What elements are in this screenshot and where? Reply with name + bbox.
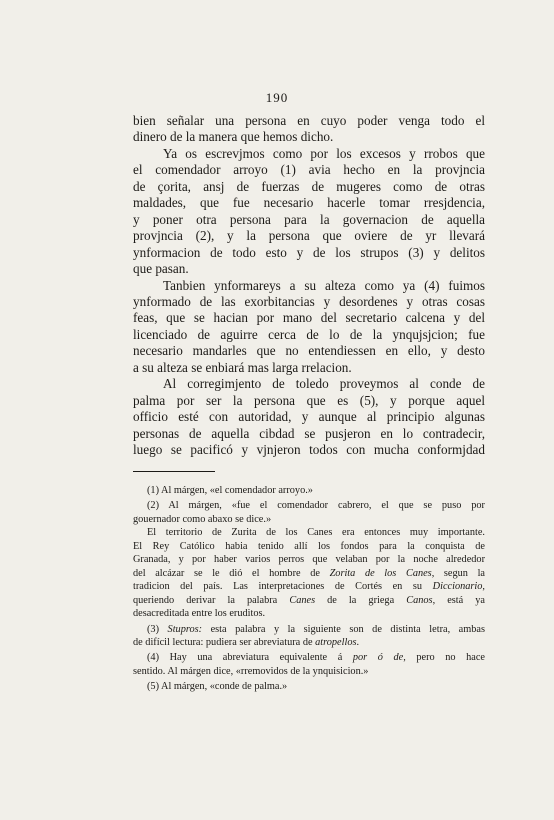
footnote-text: del alcázar se le dió el hombre de [133, 567, 330, 579]
body-line: Tanbien ynformareys a su alteza como ya (4) fuimos [163, 277, 485, 293]
footnote-text: de difícil lectura: pudiera ser abreviatura de [133, 636, 316, 648]
body-line: feas, que se hacian por mano del secretario calcena y del [133, 310, 485, 326]
body-line: que pasan. [133, 261, 189, 277]
italic-text: Canos [406, 594, 433, 606]
body-line: necesario mandarles que no entendiessen en ello, y desto [133, 343, 485, 359]
italic-text: Diccionario [432, 581, 483, 593]
footnote-text: (4) Hay una abreviatura equivalente á [147, 652, 353, 664]
footnote-line [133, 580, 485, 593]
footnote-text: (2) Al márgen, «fue el comendador cabrero, el que se puso por [147, 500, 485, 512]
body-line: bien señalar una persona en cuyo poder venga todo el [133, 113, 485, 128]
footnote-line [133, 594, 485, 607]
body-line: de çorita, ansj de fuerzas de mugeres como de otras [133, 178, 485, 194]
footnote-text: gouernador como abaxo se dice.» [133, 513, 272, 525]
footnote-text: Granada, y por haber varios perros que velaban por la noche alrededor [133, 554, 485, 566]
footnote-line [133, 607, 485, 620]
footnote-line [133, 651, 485, 664]
footnote-text: tradicion del país. Las interpretaciones de Cortés en su [133, 581, 433, 593]
body-line: ynformacion de todo esto y de los strupos (3) y delitos [133, 244, 485, 260]
footnote-line [133, 680, 485, 693]
italic-text: atropellos [315, 636, 357, 648]
body-line: provjncia (2), y la persona que oviere de yr llevará [133, 228, 485, 244]
body-text [133, 113, 485, 459]
footnote-text: El territorio de Zurita de los Canes era entonces muy importante. [147, 527, 485, 539]
footnote-text: El Rey Católico habia tenido allí los fondos para la conquista de [133, 540, 485, 552]
footnote-divider [133, 471, 215, 472]
body-line: Al corregimjento de toledo proveymos al conde de [163, 376, 485, 392]
footnote-text: , segun la [431, 567, 485, 579]
footnote-text: , [482, 581, 485, 593]
body-line: luego se pacificó y vjnjeron todos con mucha conformjdad [133, 442, 485, 458]
italic-text: Canes [289, 594, 316, 606]
footnote-line [133, 484, 485, 497]
italic-text: por ó de [352, 652, 404, 664]
body-line: a su alteza se enbiará mas larga rrelacion. [133, 359, 352, 375]
body-line: Ya os escrevjmos como por los excesos y rrobos que [163, 145, 485, 161]
italic-text: Zorita de los Canes [329, 567, 432, 579]
footnote-line [133, 553, 485, 566]
footnote-text: sentido. Al márgen dice, «rremovidos de la ynquisicion.» [133, 665, 369, 677]
footnote-line [133, 499, 485, 512]
footnote-text: queriendo derivar la palabra [133, 594, 290, 606]
footnote-text: (3) [147, 623, 168, 635]
footnote-line [133, 513, 485, 526]
footnote-line [133, 526, 485, 539]
body-line: personas de aquella cibdad se pusjeron en lo contradecir, [133, 425, 485, 441]
page-number: 190 [265, 90, 289, 105]
footnote-line [133, 636, 485, 649]
body-line: palma por ser la persona que es (5), y porque aquel [133, 392, 485, 408]
footnote-line [133, 540, 485, 553]
body-line: ynformado de las exorbitancias y desordenes y otras cosas [133, 293, 485, 309]
italic-text: Stupros: [167, 623, 203, 635]
body-line: maldades, que fue necesario hacerle tomar rresjdencia, [133, 195, 485, 211]
body-line: y poner otra persona para la governacion de aquella [133, 211, 485, 227]
footnote-line [133, 623, 485, 636]
body-line: officio esté con autoridad, y aunque al principio algunas [133, 409, 485, 425]
body-line: el comendador arroyo (1) avia hecho en la provjncia [133, 162, 485, 178]
footnote-text: , está ya [432, 594, 485, 606]
footnote-text: (5) Al márgen, «conde de palma.» [147, 681, 288, 693]
footnote-text: desacreditada entre los eruditos. [133, 608, 266, 620]
footnote-text: , pero no hace [403, 652, 485, 664]
footnote-text: (1) Al márgen, «el comendador arroyo.» [147, 485, 313, 496]
footnote-line [133, 567, 485, 580]
footnote-line [133, 665, 485, 678]
body-line: licenciado de aguirre cerca de lo de la ynqujsjcion; fue [133, 326, 485, 342]
footnote-text: . [356, 636, 360, 648]
footnote-text: de la griega [315, 594, 407, 606]
footnotes [133, 484, 485, 694]
footnote-text: esta palabra y la siguiente son de distinta letra, ambas [202, 623, 485, 635]
body-line: dinero de la manera que hemos dicho. [133, 129, 334, 145]
